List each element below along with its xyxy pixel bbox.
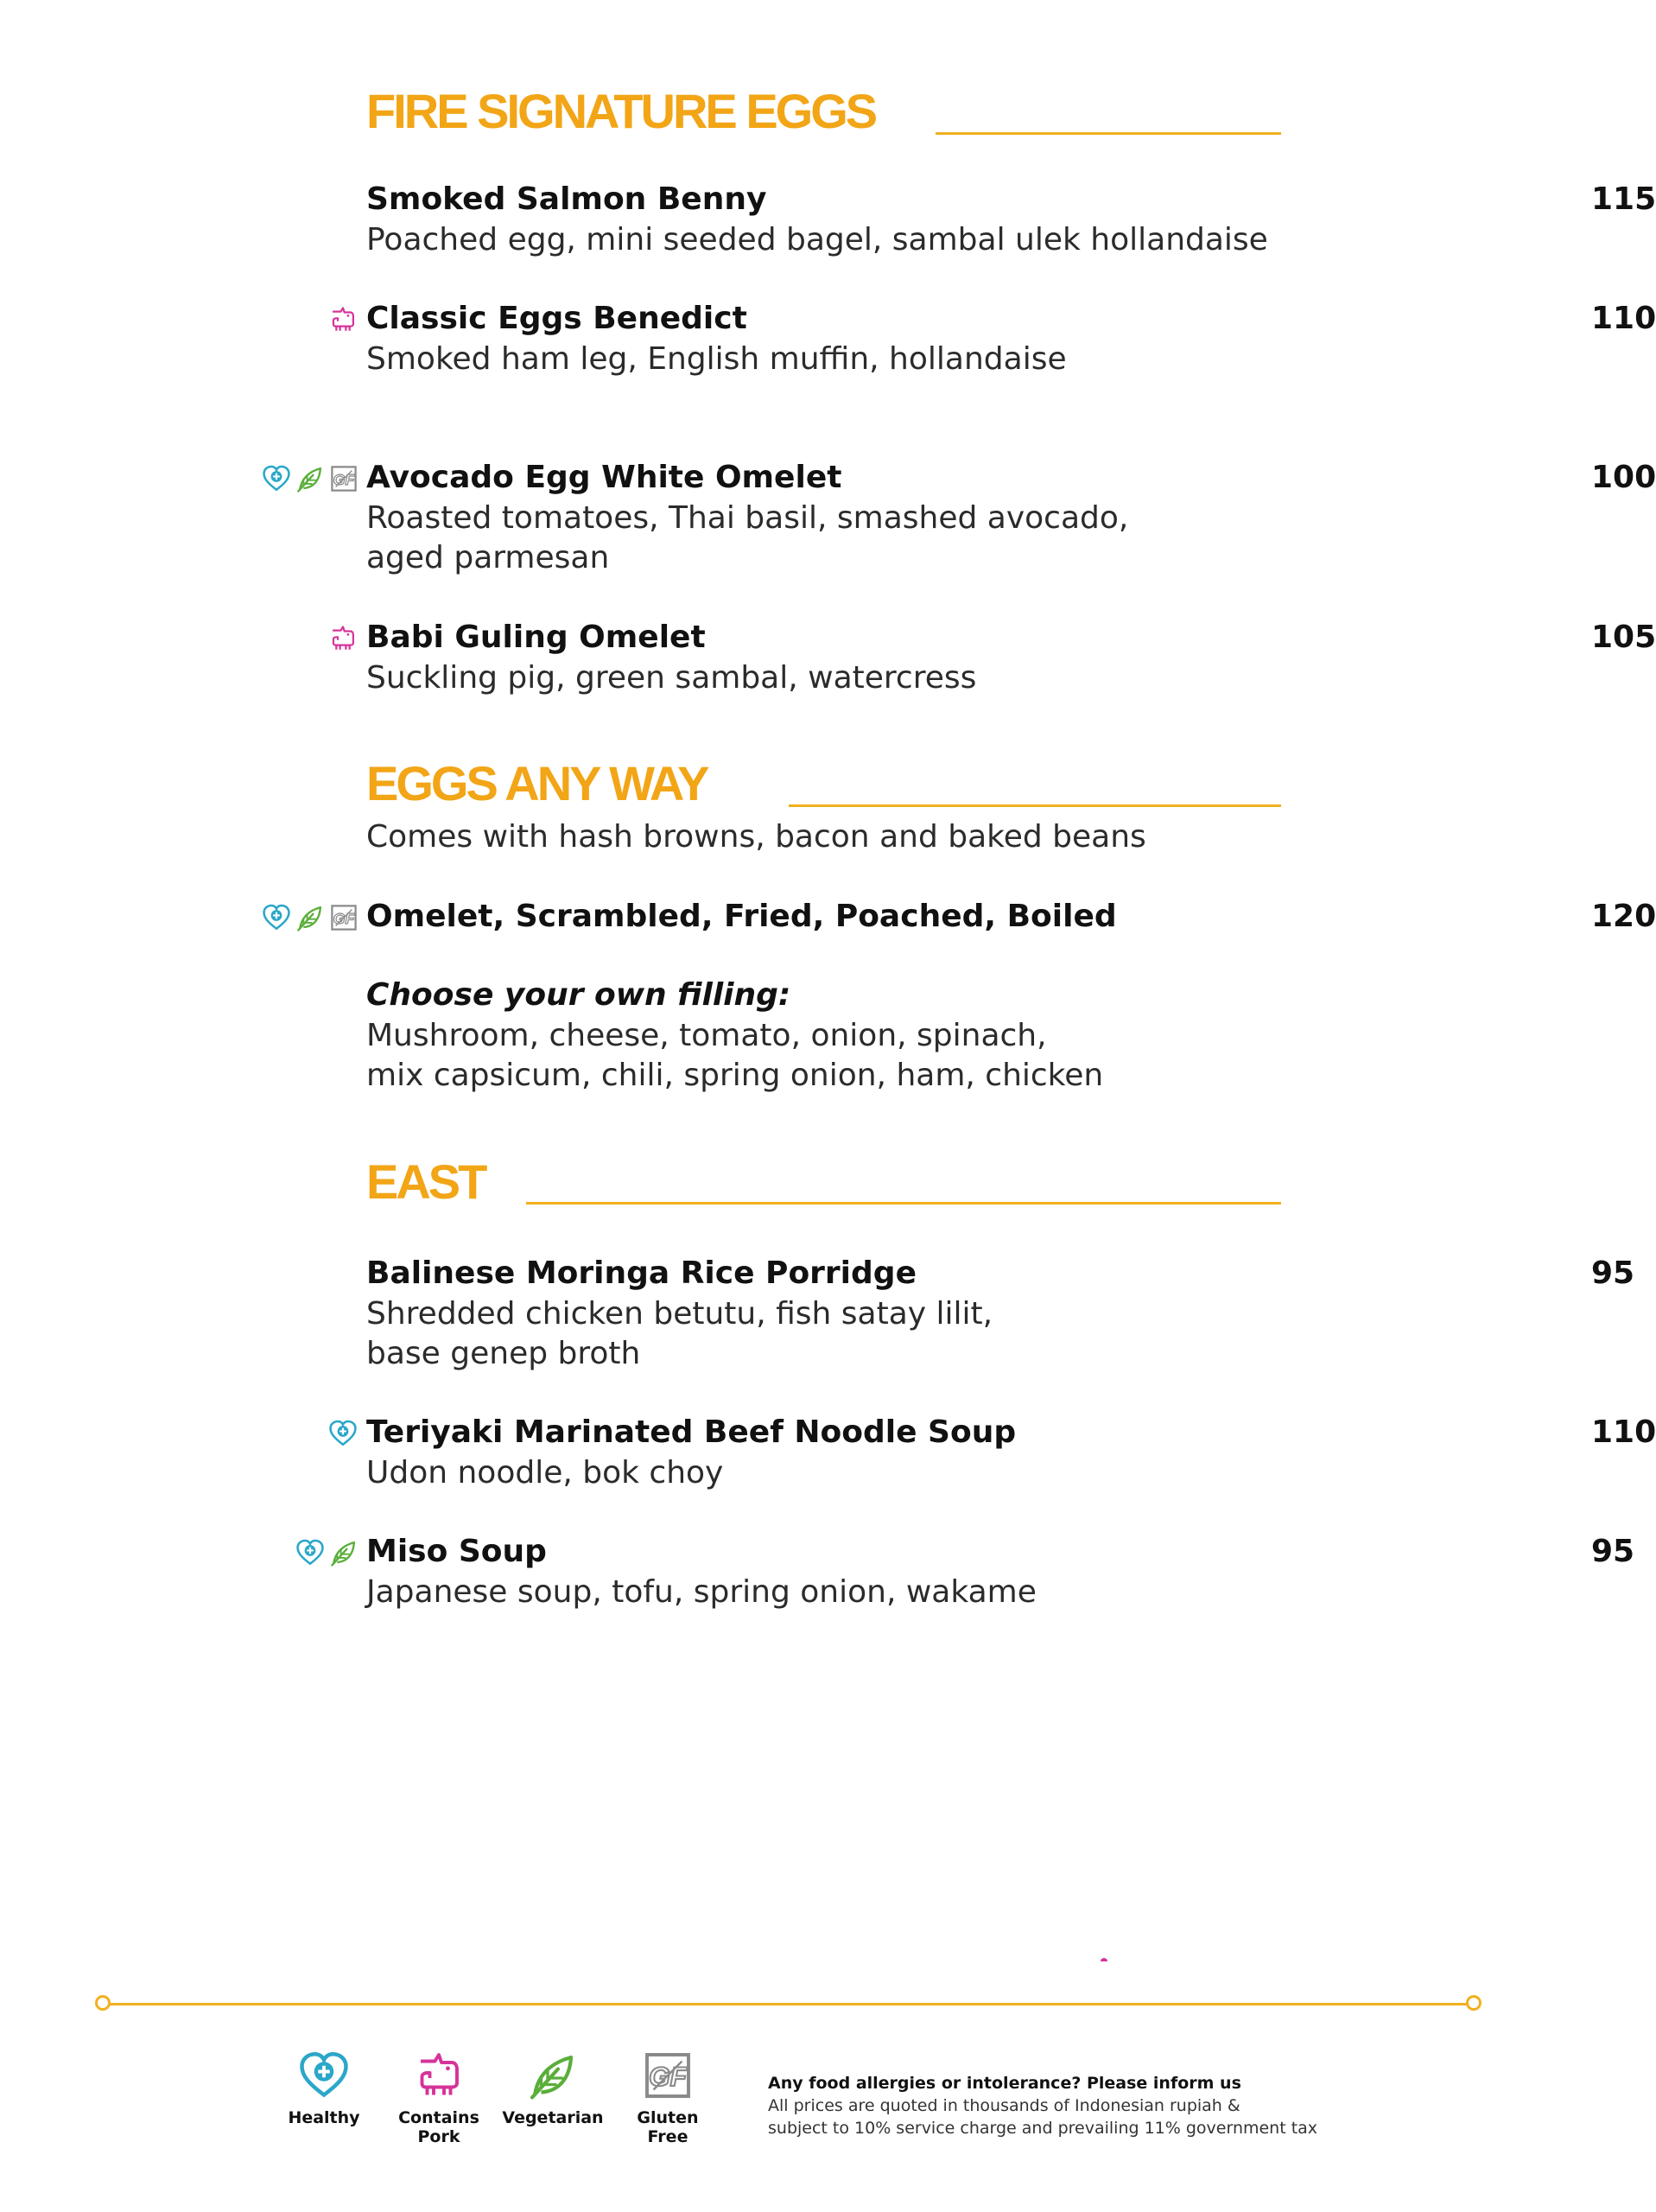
item-price: 105 xyxy=(1591,620,1656,655)
legend-label-line: Gluten xyxy=(637,2108,699,2127)
item-description xyxy=(366,658,1282,698)
item-price: 95 xyxy=(1591,1534,1635,1569)
gluten-free-icon xyxy=(329,903,358,932)
section-title-east: EAST xyxy=(366,1154,485,1209)
item-description-line: Japanese soup, tofu, spring onion, wakame xyxy=(366,1574,1037,1610)
section-rule xyxy=(789,804,1281,807)
legend-label-line: Contains xyxy=(398,2108,479,2127)
legend-vegetarian xyxy=(501,2050,605,2127)
item-description xyxy=(366,1453,1282,1493)
legend-gluten-free xyxy=(616,2050,720,2146)
item-name: Miso Soup xyxy=(366,1534,547,1569)
item-description-line: Udon noodle, bok choy xyxy=(366,1455,724,1491)
healthy-icon xyxy=(262,903,291,932)
section-rule xyxy=(526,1202,1281,1205)
legend-label-line: Healthy xyxy=(288,2108,360,2127)
item-name: Smoked Salmon Benny xyxy=(366,181,767,217)
section-subtitle: Comes with hash browns, bacon and baked beans xyxy=(366,819,1146,855)
decorative-mark xyxy=(1101,1958,1107,1961)
menu-item-eggs-any-way xyxy=(366,896,1656,938)
legend-label-line: Free xyxy=(647,2127,688,2146)
item-description xyxy=(366,1294,1282,1374)
item-description-line: aged parmesan xyxy=(366,540,610,575)
item-name: Teriyaki Marinated Beef Noodle Soup xyxy=(366,1414,1017,1450)
item-icons xyxy=(328,624,358,653)
filling-options xyxy=(366,975,1103,1096)
notice-title: Any food allergies or intolerance? Please inform us xyxy=(768,2074,1241,2093)
footer-rule-dot-right xyxy=(1466,1995,1482,2011)
healthy-icon xyxy=(328,1419,358,1448)
pork-icon xyxy=(413,2050,465,2101)
item-description-line: Shredded chicken betutu, fish satay lilit, xyxy=(366,1296,993,1332)
healthy-icon xyxy=(295,1538,325,1567)
vegetarian-icon xyxy=(295,464,325,493)
item-icons xyxy=(295,1538,358,1567)
item-description-line: Suckling pig, green sambal, watercress xyxy=(366,660,977,696)
item-icons xyxy=(262,903,358,932)
legend-label xyxy=(387,2108,491,2146)
pork-icon xyxy=(328,624,358,653)
notice-line: All prices are quoted in thousands of Indonesian rupiah & xyxy=(768,2096,1240,2115)
filling-label: Choose your own filling: xyxy=(366,977,791,1013)
item-price: 110 xyxy=(1591,301,1656,336)
item-icons xyxy=(262,464,358,493)
item-description-line: base genep broth xyxy=(366,1336,641,1371)
healthy-icon xyxy=(262,464,291,493)
menu-item-miso-soup xyxy=(366,1531,1635,1612)
vegetarian-icon xyxy=(295,903,325,932)
item-description-line: Roasted tomatoes, Thai basil, smashed avocado, xyxy=(366,500,1129,536)
item-name: Avocado Egg White Omelet xyxy=(366,460,842,495)
legend-label xyxy=(272,2108,376,2127)
item-name: Omelet, Scrambled, Fried, Poached, Boiled xyxy=(366,899,1117,934)
footer-rule-dot-left xyxy=(95,1995,111,2011)
section-rule xyxy=(936,132,1281,135)
menu-item-avocado-egg-white-omelet xyxy=(366,457,1656,578)
legend-label-line: Vegetarian xyxy=(502,2108,604,2127)
item-name: Balinese Moringa Rice Porridge xyxy=(366,1255,917,1291)
menu-item-classic-eggs-benedict xyxy=(366,298,1656,379)
legend-label xyxy=(616,2108,720,2146)
item-description xyxy=(366,499,1282,578)
menu-item-teriyaki-marinated-beef-noodle-soup xyxy=(366,1412,1656,1493)
menu-item-babi-guling-omelet xyxy=(366,617,1656,698)
item-description-line: Smoked ham leg, English muffin, hollandaise xyxy=(366,341,1067,377)
legend-healthy xyxy=(272,2050,376,2127)
item-description-line: Poached egg, mini seeded bagel, sambal ulek hollandaise xyxy=(366,222,1268,257)
item-price: 120 xyxy=(1591,899,1656,934)
legend-contains-pork xyxy=(387,2050,491,2146)
section-title-fire-signature-eggs: FIRE SIGNATURE EGGS xyxy=(366,84,876,138)
filling-line: Mushroom, cheese, tomato, onion, spinach, xyxy=(366,1018,1047,1053)
legend-label-line: Pork xyxy=(417,2127,460,2146)
filling-list xyxy=(366,1016,1103,1096)
vegetarian-icon xyxy=(527,2050,579,2101)
filling-line: mix capsicum, chili, spring onion, ham, chicken xyxy=(366,1058,1104,1093)
healthy-icon xyxy=(298,2050,350,2101)
vegetarian-icon xyxy=(329,1538,358,1567)
item-name: Classic Eggs Benedict xyxy=(366,301,747,336)
item-price: 110 xyxy=(1591,1414,1656,1450)
section-title-eggs-any-way: EGGS ANY WAY xyxy=(366,756,707,810)
item-price: 95 xyxy=(1591,1255,1635,1291)
notice-line: subject to 10% service charge and prevailing 11% government tax xyxy=(768,2119,1318,2138)
item-price: 100 xyxy=(1591,460,1656,495)
item-price: 115 xyxy=(1591,181,1656,217)
gluten-free-icon xyxy=(329,464,358,493)
gluten-free-icon xyxy=(642,2050,694,2101)
item-name: Babi Guling Omelet xyxy=(366,620,706,655)
footer-rule xyxy=(102,2003,1475,2005)
item-description xyxy=(366,220,1282,260)
item-description xyxy=(366,1573,1282,1612)
menu-item-balinese-moringa-rice-porridge xyxy=(366,1253,1635,1374)
allergy-notice xyxy=(768,2072,1424,2139)
notice-text xyxy=(768,2094,1424,2139)
legend-label xyxy=(501,2108,605,2127)
item-icons xyxy=(328,1419,358,1448)
item-icons xyxy=(328,305,358,334)
item-description xyxy=(366,340,1282,379)
menu-item-smoked-salmon-benny xyxy=(366,179,1656,260)
pork-icon xyxy=(328,305,358,334)
